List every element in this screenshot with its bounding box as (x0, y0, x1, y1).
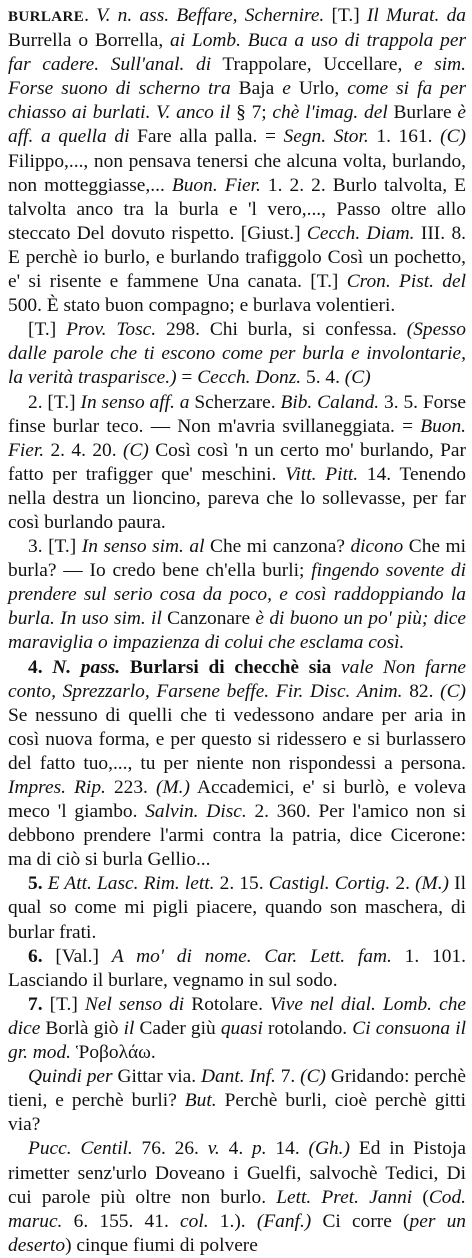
italic-text: chè l'imag. del (272, 102, 388, 124)
text-run: 223. (105, 777, 156, 798)
text-run: Accademici, e' si burlò, e voleva meco 'l giambo. (8, 777, 466, 823)
italic-text: Lett. Pret. Janni (276, 1186, 413, 1208)
text-run: 14. Tenendo nella destra un lioncino, pareva che lo sollevasse, per far così burlando paura. (8, 463, 466, 533)
dictionary-entry (8, 4, 466, 1258)
text-run: Ed in Pistoja rimetter senz'urlo Doveano i Guelfi, salvochè Tedici, Di cui parole più oltre non burlo. (8, 1138, 466, 1208)
italic-text: (C) (344, 367, 371, 389)
italic-text: Fir. Disc. Anim. (275, 680, 403, 702)
italic-text: v. (207, 1138, 220, 1160)
text-run: Cader giù (134, 1017, 221, 1039)
text-run: Scherzare. (189, 391, 281, 413)
italic-text: ai Lomb. Buca a uso di trappola per far cadere. Sull'anal. (8, 30, 466, 76)
italic-text: Salvin. Disc. (145, 801, 247, 823)
sense-marker: 6. (28, 945, 56, 967)
proverb-paragraph (8, 318, 466, 390)
text-run: 2. 4. 20. (44, 439, 123, 461)
italic-text: Pucc. Centil. (28, 1138, 133, 1160)
italic-text: per un deserto (8, 1210, 466, 1256)
text-run: 1. 101. Lasciando il burlare, vegnamo in sul sodo. (8, 945, 466, 991)
italic-text: e (282, 78, 291, 100)
entry-definition (8, 4, 466, 318)
text-run: III. 8. E perchè io burlo, e burlando trafiggolo Così un pochetto, e' si risente e fammene Una canata. [T.] (8, 222, 466, 293)
text-run: Canzonare (161, 608, 256, 630)
text-run: Gittar via. (112, 1066, 201, 1088)
italic-text: In senso sim. al (81, 536, 205, 558)
text-run: 3. [T.] (28, 536, 82, 558)
text-run: 5. 4. (301, 367, 345, 389)
sense-4-paragraph (8, 656, 466, 873)
italic-text: Ci consuona il gr. mod. (8, 1017, 466, 1064)
text-run: Trappolare, Uccellare, (211, 54, 414, 76)
italic-text: Nel senso di (84, 993, 185, 1015)
text-run (252, 946, 265, 967)
italic-text: But. (184, 1090, 217, 1112)
italic-text: fingendo sovente di prendere sul serio cosa da poco, e così raddoppiando la burla. In uso sim. il (8, 560, 466, 630)
italic-text: Vive nel dial. Lomb. che dice (8, 993, 467, 1039)
text-run: 500. È stato buon compagno; e burlava volentieri. (8, 295, 396, 317)
italic-text: Cron. Pist. del (346, 271, 466, 293)
text-run: Se nessuno di quelli che ti vedessono andare per aria in così nuova forma, e per questo si ridessero e si burlassero del fatto tuo,..., tu per niente non rispondessi a persona. (8, 704, 466, 774)
sense-marker: 5. (28, 873, 48, 895)
italic-text: Cod. maruc. (8, 1186, 466, 1232)
italic-text: In senso aff. a (80, 391, 190, 413)
italic-text: Segn. Stor. (283, 126, 369, 148)
text-run: 2. [T.] (28, 391, 81, 413)
text-run: 7. (275, 1066, 301, 1088)
italic-text: Impres. Rip. (8, 777, 106, 798)
text-run (439, 5, 446, 26)
italic-text: Lasc. Rim. lett. (96, 873, 215, 895)
sense-5-paragraph (8, 872, 466, 944)
sense-marker: N. pass. (52, 656, 121, 678)
text-run: . (84, 5, 97, 26)
italic-text: da (446, 5, 466, 26)
italic-text: quasi (220, 1017, 263, 1039)
text-run: [T.] (28, 319, 67, 341)
text-run: 14. (266, 1138, 309, 1160)
text-run: = (176, 367, 198, 389)
italic-text: E Att. (47, 873, 92, 895)
italic-text: è di buono un po' più; dice maraviglia o impazienza di colui che esclama così. (8, 608, 466, 654)
italic-text: col. (180, 1210, 209, 1232)
text-run: 1. 161. (368, 126, 441, 148)
text-run: Che mi canzona? (204, 536, 351, 558)
text-run: Urlo, (290, 78, 348, 100)
italic-text: Non farne conto, Sprezzarlo, Farsene beffe. (8, 656, 466, 702)
text-run: 3. 5. Forse finse burlar teco. — Non m'avria svillaneggiata. = (8, 391, 466, 437)
italic-text: Buon. Fier. (171, 174, 261, 196)
text-run: 82. (402, 680, 441, 702)
italic-text: e sim. Forse suono di scherno tra (8, 54, 466, 100)
text-run: ) cinque fiumi di polvere (65, 1234, 258, 1256)
text-run: 1.). (208, 1210, 257, 1232)
italic-text: Prov. Tosc. (66, 319, 157, 341)
text-run: Burrella o Borrella, (8, 30, 171, 52)
text-run: 1. 2. 2. Burlo talvolta, E talvolta anco tra la burla e 'l vero,..., Passo oltre allo steccato Del dovuto rispetto. [Giust.] (8, 174, 466, 244)
text-run: Baja (230, 78, 283, 100)
italic-text: Dant. Inf. (200, 1066, 276, 1088)
italic-text: (M.) (156, 777, 190, 798)
italic-text: vale (341, 656, 374, 678)
sense-6-paragraph (8, 945, 466, 993)
text-run: ( (412, 1186, 429, 1208)
text-run: Così così 'n un certo mo' burlando, Par fatto per trafigger que' meschini. (8, 439, 466, 485)
italic-text: Quindi per (28, 1066, 113, 1088)
italic-text: (M.) (415, 873, 449, 895)
text-run: § 7; (230, 102, 273, 124)
italic-text: p. (252, 1138, 267, 1160)
italic-text: Buon. Fier. (8, 415, 466, 461)
text-run (184, 54, 196, 75)
italic-text: di (196, 54, 212, 76)
text-run: Il qual so come mi pigli piacere, quando son maschera, di burlar frati. (8, 873, 466, 943)
text-run: Ῥοβολάω. (71, 1042, 156, 1064)
text-run: 2. (390, 873, 416, 895)
italic-text: (C) (122, 439, 149, 461)
text-run: 2. 360. Per l'amico non si debbono prendere l'armi contra la patria, dice Cicerone: ma di ciò si burla Gellio... (8, 801, 466, 871)
italic-text: Castigl. Cortig. (268, 873, 391, 895)
sense-3-paragraph (8, 535, 466, 655)
italic-text: (Spesso dalle parole che ti escono come per burla e involontarie, la verità trasparisce.) (8, 319, 467, 389)
sense-marker: 7. (28, 993, 50, 1015)
italic-text: A mo' di nome. (111, 945, 252, 967)
text-run: Fare alla palla. = (129, 126, 284, 148)
gittar-via-paragraph (8, 1065, 466, 1137)
italic-text: V. n. ass. Beffare, Schernire. (96, 5, 325, 26)
text-run: Perchè burli, cioè perchè gitti via? (8, 1090, 466, 1136)
italic-text: (C) (300, 1066, 326, 1088)
text-run: rotolando. (262, 1017, 353, 1039)
italic-text: Vitt. Pitt. (285, 463, 359, 485)
sense-7-paragraph (8, 993, 466, 1065)
text-run: [T.] (324, 5, 367, 26)
text-run: [T.] (49, 993, 85, 1015)
italic-text: il (123, 1017, 135, 1039)
italic-text: (C) (440, 680, 466, 702)
italic-text: (Fanf.) (256, 1210, 312, 1232)
sense-marker: Burlarsi di checchè sia (120, 656, 342, 678)
sense-2-paragraph (8, 391, 466, 536)
text-run: Rotolare. (184, 993, 271, 1015)
text-run: 6. 155. 41. (62, 1210, 181, 1232)
italic-text: (Gh.) (308, 1138, 350, 1160)
text-run: 76. 26. (132, 1138, 208, 1160)
italic-text: Car. Lett. fam. (264, 945, 392, 967)
sense-marker: 4. (28, 656, 53, 678)
text-run: Che mi burla? — Io credo bene ch'ella burli; (8, 536, 467, 582)
citation-paragraph (8, 1137, 466, 1257)
italic-text: Bib. Caland. (280, 391, 380, 413)
italic-text: come si fa per chiasso ai burlati. V. anco il (8, 78, 466, 124)
italic-text: dicono (350, 536, 404, 558)
text-run: 4. (219, 1138, 253, 1160)
text-run: Filippo,..., non pensava tenersi che alcuna volta, burlando, non motteggiasse,... (8, 150, 466, 196)
italic-text: Cecch. Donz. (197, 367, 302, 389)
italic-text: Il Murat. (366, 5, 440, 26)
italic-text: (C) (440, 126, 466, 148)
headword: BURLARE (8, 9, 85, 25)
text-run: Burlare (387, 102, 458, 124)
text-run: Gridando: perchè tieni, e perchè burli? (8, 1066, 466, 1112)
text-run: 2. 15. (214, 873, 269, 895)
italic-text: Cecch. Diam. (306, 222, 415, 244)
text-run: [Val.] (55, 945, 112, 967)
text-run: Borlà giò (40, 1017, 124, 1039)
italic-text: è aff. a quella di (8, 102, 466, 148)
text-run: 298. Chi burla, si confessa. (156, 319, 407, 341)
text-run: Ci corre ( (311, 1210, 410, 1232)
